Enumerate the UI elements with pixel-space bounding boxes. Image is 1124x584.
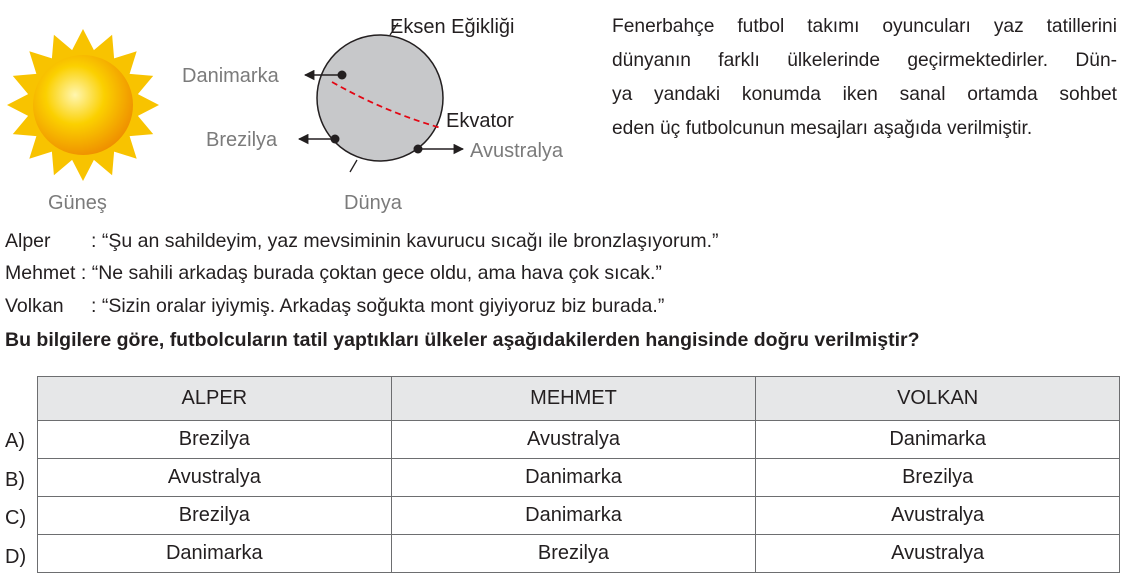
label-avustralya: Avustralya — [470, 140, 564, 162]
table-header-row — [38, 377, 1120, 421]
axis-label: Eksen Eğikliği — [390, 16, 515, 38]
table-cell: Brezilya — [391, 535, 756, 573]
dialog-text: “Şu an sahildeyim, yaz mevsiminin kavurucu sıcağı ile bronzlaşıyorum.” — [101, 230, 719, 252]
speaker-separator: : — [75, 262, 92, 284]
table-cell: Danimarka — [756, 421, 1120, 459]
sun-earth-figure — [0, 0, 600, 220]
dialog-text: “Sizin oralar iyiymiş. Arkadaş soğukta mont giyiyoruz biz burada.” — [101, 295, 665, 317]
intro-line: dünyanın farklı ülkelerinde geçirmektedirler. Dün- — [612, 50, 1117, 71]
dialog-line-mehmet — [5, 262, 662, 285]
dialog-text: “Ne sahili arkadaş burada çoktan gece oldu, ama hava çok sıcak.” — [91, 262, 662, 284]
option-letter-c[interactable]: C) — [5, 507, 27, 529]
option-row-b[interactable] — [38, 459, 1120, 497]
speaker-name: Alper — [5, 230, 51, 252]
earth-icon — [299, 23, 463, 172]
earth-label: Dünya — [344, 192, 402, 214]
intro-line: Fenerbahçe futbol takımı oyuncuları yaz tatillerini — [612, 16, 1117, 37]
sun-label: Güneş — [48, 192, 107, 214]
intro-line: ya yandaki konumda iken sanal ortamda sohbet — [612, 84, 1117, 105]
table-cell: Avustralya — [391, 421, 756, 459]
option-letter-b[interactable]: B) — [5, 469, 25, 491]
table-cell: Brezilya — [38, 421, 392, 459]
intro-paragraph — [612, 10, 1117, 146]
speaker-name: Volkan — [5, 295, 64, 317]
speaker-separator: : — [91, 230, 102, 252]
table-cell: Danimarka — [391, 459, 756, 497]
speaker-name: Mehmet — [5, 262, 76, 284]
question-text: Bu bilgilere göre, futbolcuların tatil yaptıkları ülkeler aşağıdakilerden hangisinde doğru verilmiştir? — [5, 329, 920, 351]
header-alper: ALPER — [38, 377, 392, 421]
answer-table — [37, 376, 1120, 573]
speaker-separator: : — [91, 295, 102, 317]
dialog-line-volkan — [5, 295, 664, 318]
dialog-line-alper — [5, 230, 719, 253]
table-cell: Avustralya — [38, 459, 392, 497]
equator-label: Ekvator — [446, 110, 514, 132]
option-letter-a[interactable]: A) — [5, 430, 25, 452]
table-cell: Avustralya — [756, 535, 1120, 573]
table-cell: Brezilya — [38, 497, 392, 535]
header-mehmet: MEHMET — [391, 377, 756, 421]
option-letter-d[interactable]: D) — [5, 546, 27, 568]
header-volkan: VOLKAN — [756, 377, 1120, 421]
table-cell: Avustralya — [756, 497, 1120, 535]
intro-line: eden üç futbolcunun mesajları aşağıda verilmiştir. — [612, 118, 1033, 139]
table-cell: Danimarka — [391, 497, 756, 535]
table-cell: Brezilya — [756, 459, 1120, 497]
label-brezilya: Brezilya — [206, 129, 278, 151]
table-cell: Danimarka — [38, 535, 392, 573]
sun-icon — [7, 29, 159, 181]
label-danimarka: Danimarka — [182, 65, 279, 87]
option-row-c[interactable] — [38, 497, 1120, 535]
option-row-d[interactable] — [38, 535, 1120, 573]
option-row-a[interactable] — [38, 421, 1120, 459]
